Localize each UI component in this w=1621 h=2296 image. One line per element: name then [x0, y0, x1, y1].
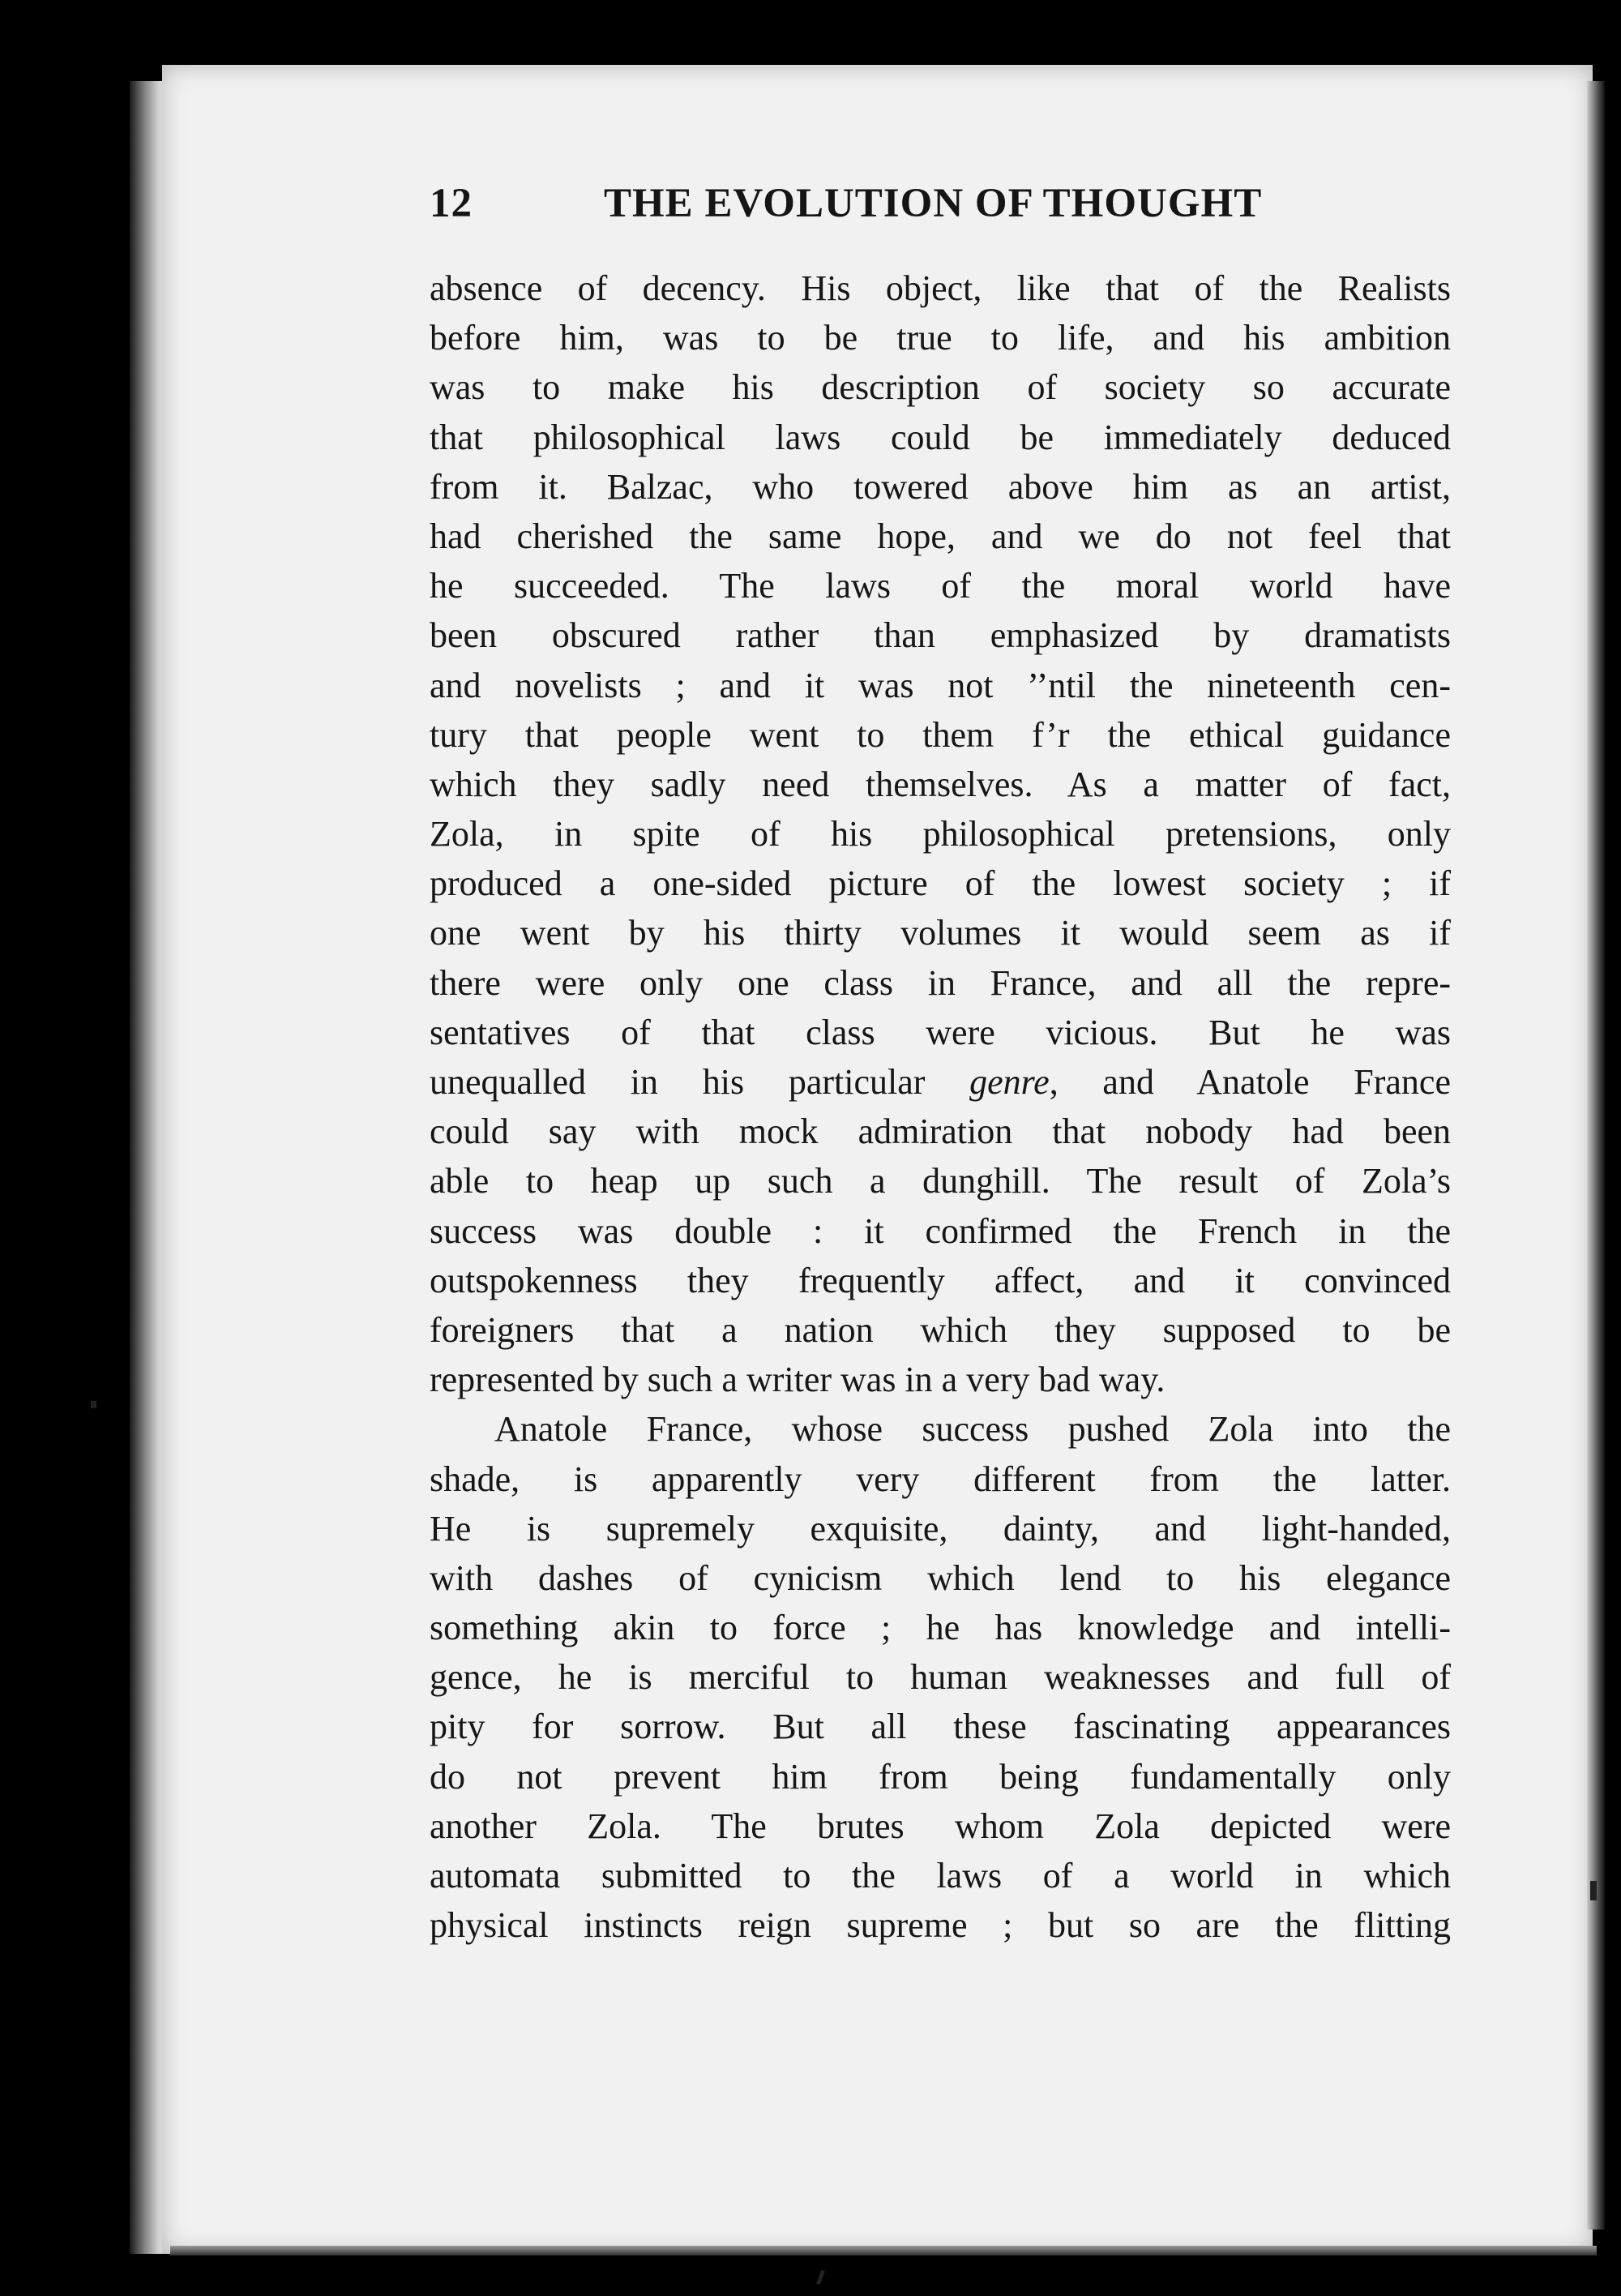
text-line: foreigners that a nation which they supposed to be: [430, 1309, 1451, 1350]
running-head: THE EVOLUTION OF THOUGHT: [604, 181, 1263, 226]
text-line: tury that people went to them f’r the ethical guidance: [430, 714, 1451, 755]
text-line: something akin to force ; he has knowledge and intelli-: [430, 1608, 1451, 1648]
text-line: that philosophical laws could be immediately deduced: [430, 417, 1451, 457]
body-text: [430, 263, 1451, 1950]
text-line: pity for sorrow. But all these fascinating appearances: [430, 1707, 1451, 1747]
text-line: and novelists ; and it was not ’’ntil the nineteenth cen-: [430, 665, 1451, 705]
text-line: success was double : it confirmed the French in the: [430, 1210, 1451, 1251]
text-line: which they sadly need themselves. As a matter of fact,: [430, 764, 1451, 804]
text-line: before him, was to be true to life, and his ambition: [430, 318, 1451, 358]
text-line: sentatives of that class were vicious. But he was: [430, 1012, 1451, 1052]
text-line: there were only one class in France, and all the repre-: [430, 962, 1451, 1003]
text-line: do not prevent him from being fundamentally only: [430, 1756, 1451, 1797]
scan-speck: [91, 1401, 96, 1408]
text-line: from it. Balzac, who towered above him as an artist,: [430, 466, 1451, 507]
text-line: outspokenness they frequently affect, and it convinced: [430, 1260, 1451, 1300]
text-line: produced a one-sided picture of the lowest society ; if: [430, 863, 1451, 904]
text-line: shade, is apparently very different from the latter.: [430, 1459, 1451, 1499]
italic-word: genre: [969, 1062, 1050, 1102]
text-line: gence, he is merciful to human weaknesses and full of: [430, 1657, 1451, 1698]
text-line: could say with mock admiration that nobody had been: [430, 1112, 1451, 1152]
text-segment: , and Anatole France: [1049, 1062, 1451, 1102]
text-line: Zola, in spite of his philosophical pretensions, only: [430, 814, 1451, 855]
page-bottom-edge: [170, 2246, 1597, 2255]
text-line: another Zola. The brutes whom Zola depicted were: [430, 1806, 1451, 1846]
scan-speck: [1590, 1881, 1597, 1900]
text-line: physical instincts reign supreme ; but so are the flitting: [430, 1905, 1451, 1946]
page-right-edge: [1587, 81, 1605, 2230]
text-line: automata submitted to the laws of a world in which: [430, 1856, 1451, 1895]
paragraph-first-line: Anatole France, whose success pushed Zola into the: [494, 1409, 1451, 1450]
text-line: been obscured rather than emphasized by dramatists: [430, 615, 1451, 656]
text-line-with-italic: [430, 1057, 1451, 1107]
text-line: He is supremely exquisite, dainty, and light-handed,: [430, 1508, 1451, 1549]
text-line: with dashes of cynicism which lend to his elegance: [430, 1557, 1451, 1598]
text-line: absence of decency. His object, like that of the Realists: [430, 268, 1451, 308]
paragraph-last-line: represented by such a writer was in a very bad way.: [430, 1360, 1165, 1400]
text-line: was to make his description of society so accurate: [430, 367, 1451, 408]
text-segment: unequalled in his particular: [430, 1062, 970, 1102]
page-number: 12: [430, 181, 473, 226]
page-header: [430, 180, 1451, 237]
text-line: had cherished the same hope, and we do not feel that: [430, 516, 1451, 556]
text-line: able to heap up such a dunghill. The result of Zola’s: [430, 1161, 1451, 1202]
text-line: he succeeded. The laws of the moral world have: [430, 566, 1451, 606]
text-line: one went by his thirty volumes it would seem as if: [430, 913, 1451, 953]
